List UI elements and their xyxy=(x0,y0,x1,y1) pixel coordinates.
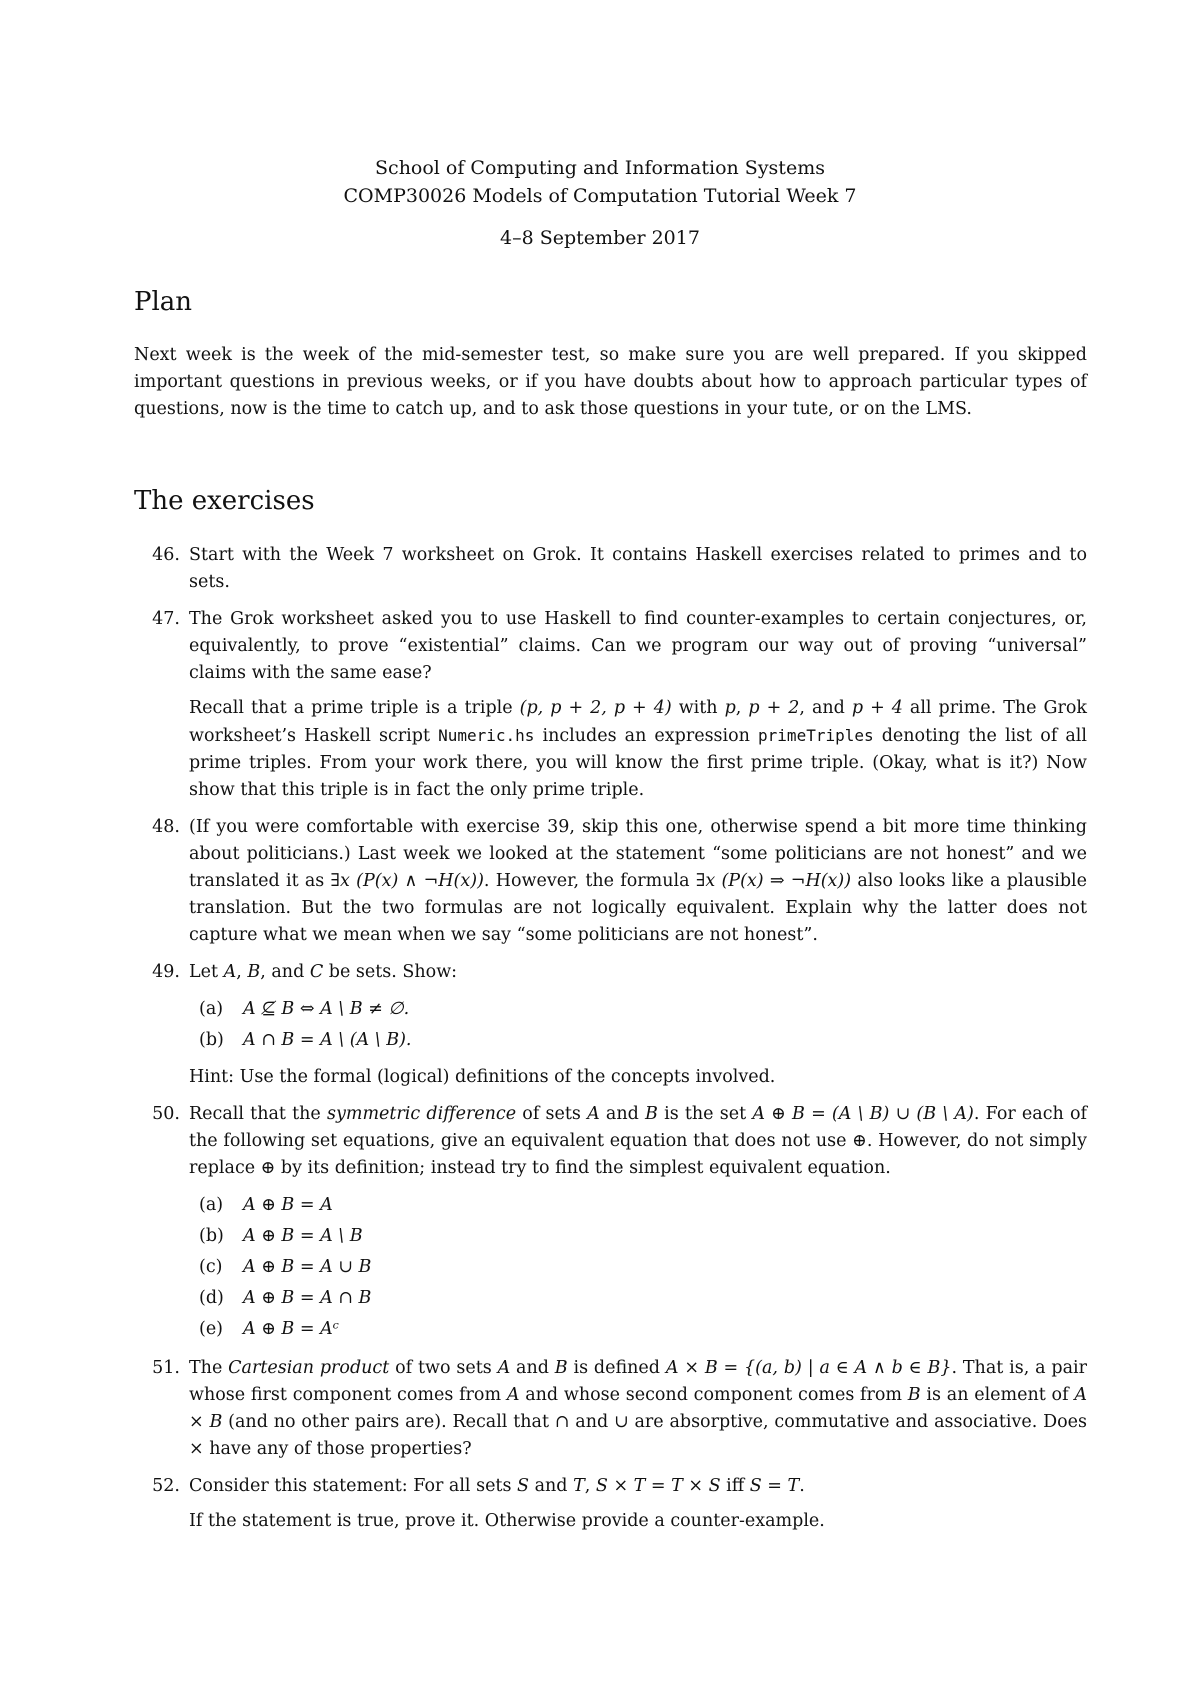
math-p-plus-4: p + 4 xyxy=(851,698,903,718)
school-name: School of Computing and Information Systems xyxy=(375,157,825,179)
plan-paragraph: Next week is the week of the mid-semester test, so make sure you are well prepared. If you skipped important questions in previous weeks, or if you have doubts about how to approach particular types of questions, now is the time to catch up, and to ask those questions in your tute, or on the LMS. xyxy=(134,345,1087,419)
text-run: denoting the list of all prime triples. From your work there, you will know the first prime triple. (Okay, what is it?) Now show that this triple is in fact the only prime triple. xyxy=(189,726,1087,800)
text-run: (If you were comfortable with exercise 39, skip this one, otherwise spend a bit more time thinking about politicians.) Last week we looked at the statement “some politicians are not honest” and we translated it as xyxy=(189,817,1087,891)
subquestion-math: A ⊕ B = A xyxy=(243,1195,333,1215)
exercise-47 xyxy=(134,606,1087,804)
text-run: , and xyxy=(799,698,852,718)
tutorial-date: 4–8 September 2017 xyxy=(500,227,700,249)
text-run: of two sets xyxy=(389,1358,498,1378)
text-run: (and no other pairs are). Recall that ∩ and ∪ are absorptive, commutative and associative. Does × have any of those properties? xyxy=(189,1412,1087,1459)
math-t: T xyxy=(573,1476,585,1496)
exercise-number: 49. xyxy=(152,962,180,982)
exercise-46 xyxy=(134,542,1087,596)
subquestion-list xyxy=(189,994,1087,1056)
math-prime-triple: (p, p + 2, p + 4) xyxy=(519,698,672,718)
subquestion-a xyxy=(199,1190,1087,1221)
exercise-number: 52. xyxy=(152,1476,180,1496)
code-prime-triples: primeTriples xyxy=(758,726,874,745)
text-run: Recall that the xyxy=(189,1104,327,1124)
exercise-text xyxy=(189,959,1087,986)
math-a: A xyxy=(587,1104,600,1124)
subquestion-math: A ⊕ B = A ∩ B xyxy=(243,1288,372,1308)
math-b: B xyxy=(907,1385,921,1405)
math-b: B xyxy=(645,1104,658,1124)
exercise-number: 50. xyxy=(152,1104,180,1124)
subquestion-label: (d) xyxy=(199,1288,224,1308)
subquestion-label: (a) xyxy=(199,1195,224,1215)
subquestion-e xyxy=(199,1314,1087,1345)
exercise-50 xyxy=(134,1101,1087,1345)
text-run: Consider this statement: For all sets xyxy=(189,1476,518,1496)
exercise-text xyxy=(189,1101,1087,1182)
text-run: with xyxy=(671,698,725,718)
code-numeric-hs: Numeric.hs xyxy=(438,726,535,745)
text-run: is an element of xyxy=(920,1385,1075,1405)
course-title: COMP30026 Models of Computation Tutorial Week 7 xyxy=(343,185,857,207)
subquestion-a xyxy=(199,994,1087,1025)
subquestion-math: A ⊕ B = A ∪ B xyxy=(243,1257,372,1277)
math-s: S xyxy=(517,1476,530,1496)
exercise-number: 48. xyxy=(152,817,180,837)
math-a-times-b: A × B xyxy=(189,1385,1087,1432)
text-run: The xyxy=(189,1358,229,1378)
exercise-list xyxy=(134,542,1087,1545)
text-run: , xyxy=(236,962,248,982)
exercise-52 xyxy=(134,1473,1087,1535)
text-run: all prime. The Grok worksheet’s Haskell script xyxy=(189,698,1088,746)
subquestion-label: (b) xyxy=(199,1030,224,1050)
math-c: C xyxy=(309,962,324,982)
exercise-49 xyxy=(134,959,1087,1091)
text-run: . xyxy=(799,1476,805,1496)
text-run: . That is, a pair whose first component comes from xyxy=(189,1358,1087,1405)
subquestion-math: A ∩ B = A \ (A \ B). xyxy=(243,1030,412,1050)
math-formula-and: ∃x (P(x) ∧ ¬H(x)) xyxy=(330,871,484,891)
math-product-definition: A × B = {(a, b) | a ∈ A ∧ b ∈ B} xyxy=(665,1358,952,1378)
text-run: be sets. Show: xyxy=(323,962,458,982)
math-b: B xyxy=(554,1358,568,1378)
exercise-text xyxy=(189,1355,1087,1463)
exercise-51 xyxy=(134,1355,1087,1463)
text-run: , xyxy=(735,698,749,718)
subquestion-label: (a) xyxy=(199,999,224,1019)
subquestion-c xyxy=(199,1252,1087,1283)
subquestion-d xyxy=(199,1283,1087,1314)
exercise-text: If the statement is true, prove it. Otherwise provide a counter-example. xyxy=(189,1511,825,1531)
text-run: is defined xyxy=(567,1358,666,1378)
math-a: A xyxy=(497,1358,511,1378)
math-formula-implies: ∃x (P(x) ⇒ ¬H(x)) xyxy=(695,871,852,891)
subquestion-b xyxy=(199,1221,1087,1252)
hint-text: Hint: Use the formal (logical) definitions of the concepts involved. xyxy=(189,1067,776,1087)
exercise-text: The Grok worksheet asked you to use Haskell to find counter-examples to certain conjectures, or, equivalently, to prove “existential” claims. Can we program our way out of proving “universal” claims with the same ease? xyxy=(189,609,1087,683)
exercise-text xyxy=(189,814,1087,949)
math-b: B xyxy=(247,962,261,982)
math-symdiff-definition: A ⊕ B = (A \ B) ∪ (B \ A) xyxy=(752,1104,974,1124)
exercise-text: Start with the Week 7 worksheet on Grok. It contains Haskell exercises related to primes and to sets. xyxy=(189,545,1087,592)
text-run: and xyxy=(510,1358,555,1378)
subquestion-b xyxy=(199,1025,1087,1056)
text-run: and xyxy=(599,1104,646,1124)
math-p-plus-2: p + 2 xyxy=(748,698,800,718)
text-run: and xyxy=(529,1476,574,1496)
term-symmetric-difference: symmetric difference xyxy=(326,1104,517,1124)
text-run: Let xyxy=(189,962,224,982)
math-p: p xyxy=(724,698,736,718)
text-run: also looks like a plausible translation. But the two formulas are not logically equivalent. Explain why the latter does not capture what we mean when we say “some politicians are not honest”. xyxy=(189,871,1087,945)
plan-heading: Plan xyxy=(134,287,193,317)
math-a: A xyxy=(223,962,237,982)
exercise-number: 51. xyxy=(152,1358,180,1378)
text-run: iff xyxy=(720,1476,750,1496)
exercise-text xyxy=(189,1473,1087,1500)
text-run: Recall that a prime triple is a triple xyxy=(189,698,520,718)
exercise-number: 46. xyxy=(152,545,180,565)
text-run: , xyxy=(584,1476,596,1496)
exercises-heading: The exercises xyxy=(134,486,315,516)
text-run: . However, the formula xyxy=(483,871,696,891)
subquestion-label: (b) xyxy=(199,1226,224,1246)
subquestion-label: (e) xyxy=(199,1319,224,1339)
subquestion-label: (c) xyxy=(199,1257,223,1277)
math-a: A xyxy=(506,1385,520,1405)
math-equality: S = T xyxy=(749,1476,800,1496)
text-run: . For each of the following set equations, give an equivalent equation that does not use ⊕. However, do not simply replace ⊕ by its definition; instead try to find the simplest equivalent equation. xyxy=(189,1104,1088,1178)
text-run: , and xyxy=(260,962,310,982)
text-run: is the set xyxy=(657,1104,753,1124)
subquestion-list xyxy=(189,1190,1087,1345)
text-run: includes an expression xyxy=(534,726,759,746)
exercise-text xyxy=(189,695,1087,804)
exercise-number: 47. xyxy=(152,609,180,629)
exercise-48 xyxy=(134,814,1087,949)
math-commutation: S × T = T × S xyxy=(595,1476,721,1496)
text-run: of sets xyxy=(516,1104,588,1124)
subquestion-math: A ⊈ B ⇔ A \ B ≠ ∅. xyxy=(243,999,410,1019)
subquestion-math: A ⊕ B = Aᶜ xyxy=(243,1319,339,1339)
text-run: and whose second component comes from xyxy=(519,1385,908,1405)
subquestion-math: A ⊕ B = A \ B xyxy=(243,1226,363,1246)
term-cartesian-product: Cartesian product xyxy=(228,1358,390,1378)
